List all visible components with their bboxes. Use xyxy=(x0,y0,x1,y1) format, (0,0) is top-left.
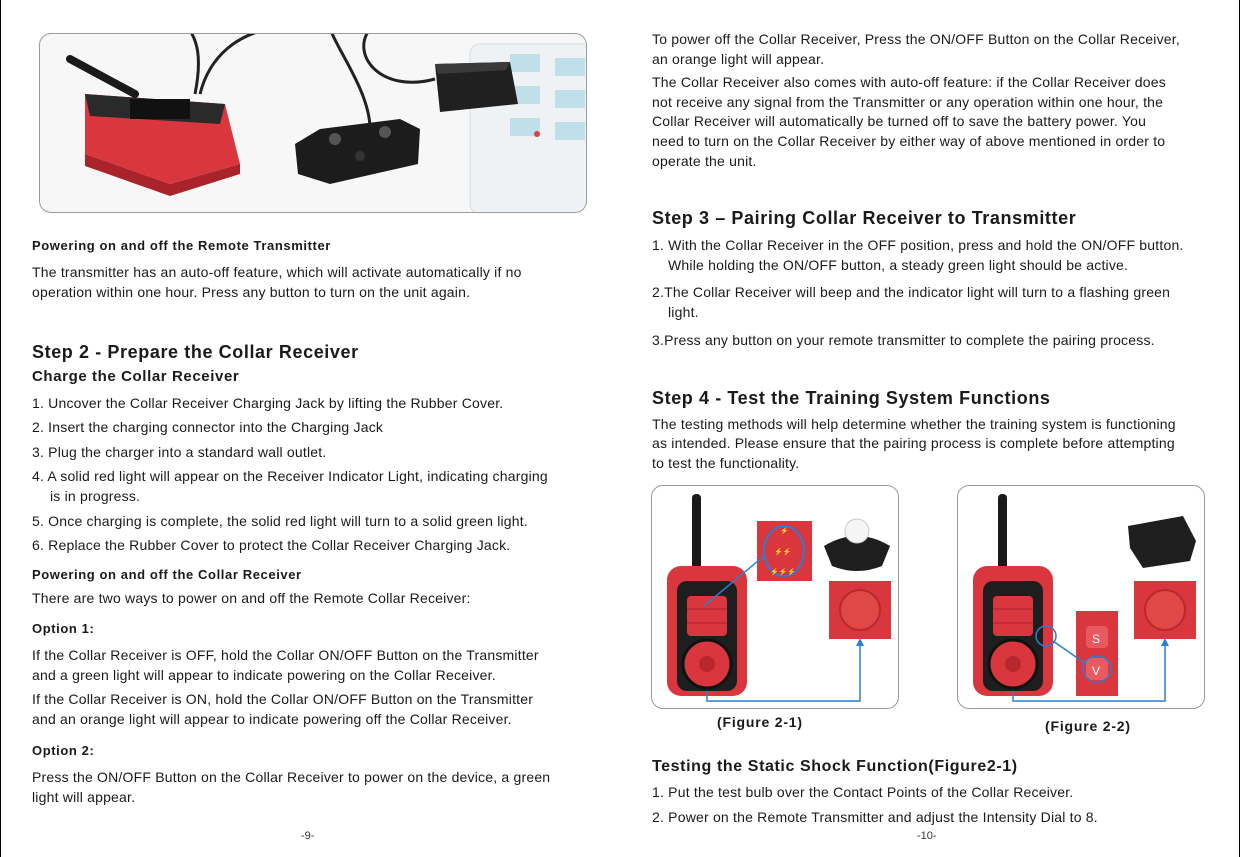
figure-2-1-caption: (Figure 2-1) xyxy=(717,714,803,730)
figure-2-1 xyxy=(651,485,899,709)
intro-line-2: an orange light will appear. xyxy=(652,51,825,67)
charge-item-6: 6. Replace the Rubber Cover to protect the Collar Receiver Charging Jack. xyxy=(32,537,511,553)
powering-transmitter-line-1: The transmitter has an auto-off feature, which will activate automatically if no xyxy=(32,264,522,280)
right-page xyxy=(620,0,1240,857)
static-shock-title: Testing the Static Shock Function(Figure2-1) xyxy=(652,758,1018,775)
intro-line-5: Collar Receiver will automatically be turned off to save the battery power. You xyxy=(652,113,1147,129)
svg-text:⚡⚡: ⚡⚡ xyxy=(774,549,792,556)
charge-item-4-cont: is in progress. xyxy=(50,488,141,504)
powering-transmitter-line-2: operation within one hour. Press any button to turn on the unit again. xyxy=(32,284,471,300)
charging-illustration xyxy=(40,34,586,212)
option1-line-3: If the Collar Receiver is ON, hold the Collar ON/OFF Button on the Transmitter xyxy=(32,691,534,707)
step3-item-2-cont: light. xyxy=(668,304,699,320)
powering-collar-heading: Powering on and off the Collar Receiver xyxy=(32,567,302,582)
option2-line-2: light will appear. xyxy=(32,789,136,805)
charge-heading: Charge the Collar Receiver xyxy=(32,368,240,385)
wall-adapter xyxy=(435,62,518,112)
figure-2-2-illustration xyxy=(958,486,1204,708)
svg-text:⚡: ⚡ xyxy=(780,528,789,535)
step4-line-3: to test the functionality. xyxy=(652,455,800,471)
step4-title: Step 4 - Test the Training System Functions xyxy=(652,388,1051,408)
step3-item-2: 2.The Collar Receiver will beep and the indicator light will turn to a flashing green xyxy=(652,284,1171,300)
step3-item-1-cont: While holding the ON/OFF button, a steady green light should be active. xyxy=(668,257,1129,273)
button-v-label: V xyxy=(1092,664,1101,678)
static-shock-item-1: 1. Put the test bulb over the Contact Points of the Collar Receiver. xyxy=(652,784,1074,800)
charging-photo xyxy=(39,33,587,213)
intro-line-3: The Collar Receiver also comes with auto-off feature: if the Collar Receiver does xyxy=(652,74,1166,90)
svg-text:⚡⚡⚡: ⚡⚡⚡ xyxy=(770,569,797,576)
figure-2-1-illustration xyxy=(652,486,898,708)
figure-2-2-caption: (Figure 2-2) xyxy=(1045,718,1131,734)
powering-collar-intro: There are two ways to power on and off the Remote Collar Receiver: xyxy=(32,590,471,606)
option2-heading: Option 2: xyxy=(32,743,95,758)
figure-2-2 xyxy=(957,485,1205,709)
step3-item-3: 3.Press any button on your remote transmitter to complete the pairing process. xyxy=(652,332,1155,348)
step3-title: Step 3 – Pairing Collar Receiver to Transmitter xyxy=(652,208,1077,228)
intro-line-7: operate the unit. xyxy=(652,153,757,169)
collar-receiver-device xyxy=(295,119,420,184)
option1-heading: Option 1: xyxy=(32,621,95,636)
step3-item-1: 1. With the Collar Receiver in the OFF position, press and hold the ON/OFF button. xyxy=(652,237,1184,253)
button-s-label: S xyxy=(1092,632,1101,646)
charge-item-3: 3. Plug the charger into a standard wall outlet. xyxy=(32,444,327,460)
option1-line-4: and an orange light will appear to indicate powering off the Collar Receiver. xyxy=(32,711,512,727)
step4-line-2: as intended. Please ensure that the pairing process is complete before attempting xyxy=(652,435,1175,451)
charge-item-2: 2. Insert the charging connector into the Charging Jack xyxy=(32,419,384,435)
charge-item-4: 4. A solid red light will appear on the Receiver Indicator Light, indicating charging xyxy=(32,468,548,484)
powering-transmitter-heading: Powering on and off the Remote Transmitter xyxy=(32,238,331,253)
transmitter-device xyxy=(70,59,240,196)
intro-line-4: not receive any signal from the Transmitter or any operation within one hour, the xyxy=(652,94,1164,110)
option1-line-1: If the Collar Receiver is OFF, hold the Collar ON/OFF Button on the Transmitter xyxy=(32,647,539,663)
intro-line-1: To power off the Collar Receiver, Press the ON/OFF Button on the Collar Receiver, xyxy=(652,31,1180,47)
static-shock-item-2: 2. Power on the Remote Transmitter and adjust the Intensity Dial to 8. xyxy=(652,809,1098,825)
option1-line-2: and a green light will appear to indicate powering on the Collar Receiver. xyxy=(32,667,496,683)
step2-title: Step 2 - Prepare the Collar Receiver xyxy=(32,342,359,362)
charge-item-1: 1. Uncover the Collar Receiver Charging Jack by lifting the Rubber Cover. xyxy=(32,395,504,411)
page-number-right: -10- xyxy=(917,830,937,842)
step4-line-1: The testing methods will help determine whether the training system is functioning xyxy=(652,416,1176,432)
option2-line-1: Press the ON/OFF Button on the Collar Receiver to power on the device, a green xyxy=(32,769,551,785)
charge-item-5: 5. Once charging is complete, the solid red light will turn to a solid green light. xyxy=(32,513,528,529)
intro-line-6: need to turn on the Collar Receiver by either way of above mentioned in order to xyxy=(652,133,1166,149)
page-number-left: -9- xyxy=(301,830,315,842)
